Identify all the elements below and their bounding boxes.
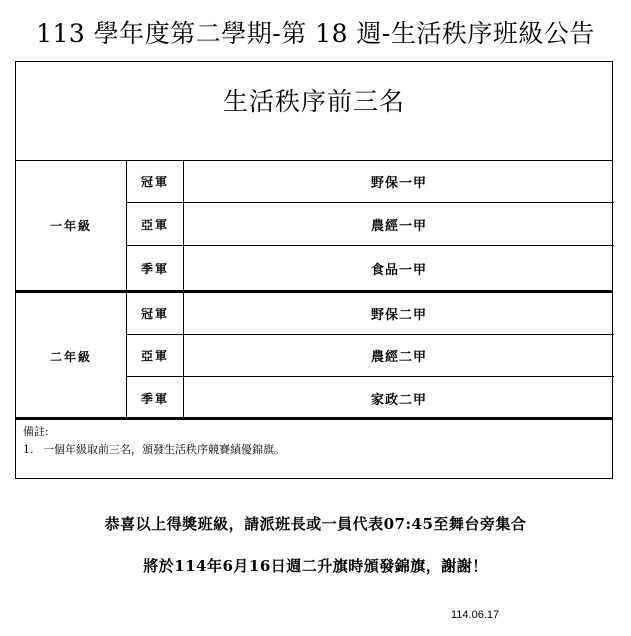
rank-label: 季軍	[127, 246, 184, 290]
award-row	[127, 203, 614, 246]
award-row	[127, 161, 614, 203]
class-name: 家政二甲	[370, 393, 427, 408]
announcement-panel	[15, 61, 613, 479]
rank-label: 亞軍	[127, 335, 184, 376]
rank-label: 亞軍	[127, 203, 184, 245]
class-name: 農經一甲	[370, 218, 427, 234]
class-name: 農經二甲	[370, 350, 427, 365]
footer-gathering-notice: 恭喜以上得獎班級，請派班長或一員代表07:45至舞台旁集合	[104, 515, 527, 533]
grade-section-1	[16, 160, 612, 290]
note-text: 一個年級取前三名，頒發生活秩序競賽績優錦旗。	[43, 443, 285, 456]
award-row	[127, 335, 614, 377]
panel-subtitle: 生活秩序前三名	[222, 87, 405, 116]
publish-date: 114.06.17	[451, 609, 500, 621]
rank-label: 冠軍	[127, 293, 184, 334]
award-row	[127, 246, 614, 290]
note-number: 1.	[23, 443, 34, 456]
class-name: 食品一甲	[370, 262, 427, 278]
notes-label: 備註:	[23, 425, 49, 438]
grade-label: 二年級	[49, 350, 92, 364]
class-name: 野保二甲	[370, 308, 427, 323]
grade-section-2	[16, 290, 612, 420]
award-list	[126, 161, 614, 290]
rank-label: 冠軍	[127, 161, 184, 202]
class-name: 野保一甲	[370, 176, 427, 191]
rank-label: 季軍	[127, 377, 184, 420]
notes-section	[16, 417, 612, 479]
note-item	[23, 442, 612, 458]
grade-label: 一年級	[49, 219, 92, 233]
award-row	[127, 377, 614, 420]
award-row	[127, 293, 614, 335]
page-title: 113 學年度第二學期-第 18 週-生活秩序班級公告	[36, 19, 595, 48]
footer-ceremony-notice: 將於114年6月16日週二升旗時頒發錦旗，謝謝！	[143, 557, 488, 575]
award-list	[126, 293, 614, 420]
